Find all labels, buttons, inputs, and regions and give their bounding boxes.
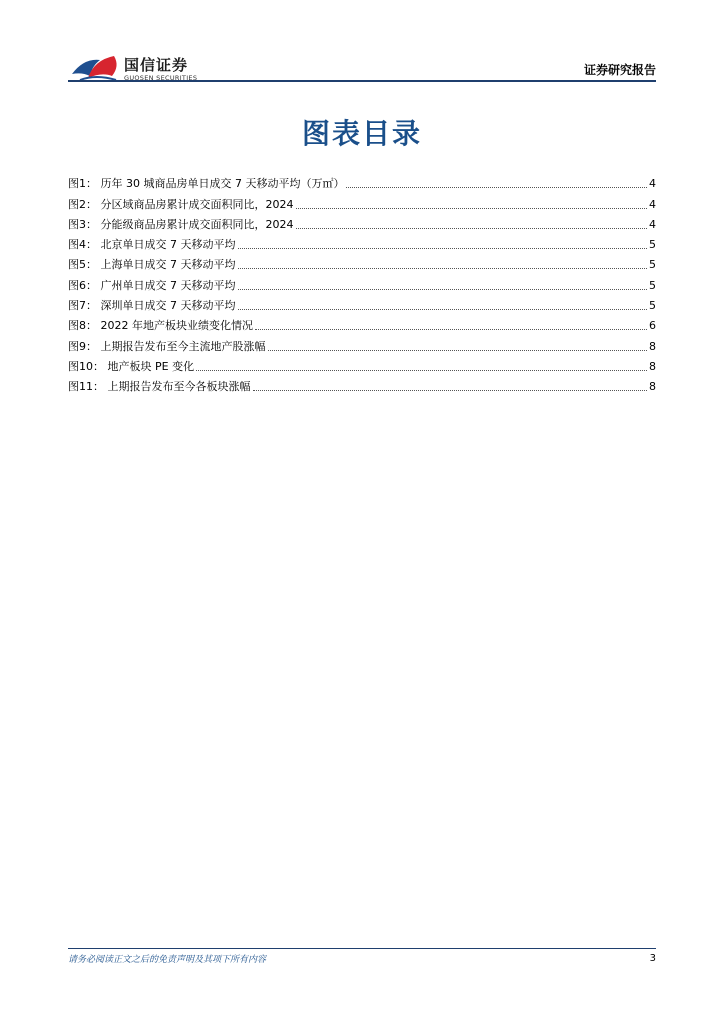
toc-entry-label: 图6： 广州单日成交 7 天移动平均 [68,278,236,292]
toc-entry-fig11[interactable] [68,374,656,394]
toc-entry-page: 5 [649,278,656,292]
toc-entry-page: 8 [649,380,656,394]
toc-entry-label: 图9： 上期报告发布至今主流地产股涨幅 [68,339,266,353]
toc-leader-dots [238,268,648,269]
toc-leader-dots [268,350,648,351]
toc-leader-dots [296,208,648,209]
toc-entry-page: 5 [649,258,656,272]
toc-entry-label: 图1： 历年 30 城商品房单日成交 7 天移动平均（万㎡） [68,177,345,191]
toc-leader-dots [296,228,648,229]
toc-leader-dots [346,187,647,188]
toc-list [68,171,656,394]
report-type-label: 证券研究报告 [583,63,656,77]
toc-entry-fig8[interactable] [68,313,656,333]
toc-entry-page: 4 [649,197,656,211]
toc-entry-page: 8 [649,359,656,373]
toc-entry-label: 图3： 分能级商品房累计成交面积同比，2024 [68,217,294,231]
toc-entry-fig7[interactable] [68,293,656,313]
toc-entry-page: 6 [649,319,656,333]
toc-entry-page: 8 [649,339,656,353]
logo-english-name: GUOSEN SECURITIES [124,74,198,82]
toc-entry-fig10[interactable] [68,354,656,374]
toc-entry-fig9[interactable] [68,333,656,353]
toc-entry-page: 4 [649,217,656,231]
toc-title: 图表目录 [301,117,422,150]
toc-entry-label: 图5： 上海单日成交 7 天移动平均 [68,258,236,272]
toc-leader-dots [196,370,647,371]
toc-entry-fig3[interactable] [68,212,656,232]
toc-leader-dots [238,309,648,310]
toc-leader-dots [238,289,648,290]
toc-entry-page: 5 [649,299,656,313]
toc-entry-page: 5 [649,238,656,252]
toc-entry-page: 4 [649,177,656,191]
page-number: 3 [649,953,656,964]
footer-disclaimer: 请务必阅读正文之后的免责声明及其项下所有内容 [68,955,267,965]
toc-entry-label: 图7： 深圳单日成交 7 天移动平均 [68,299,236,313]
toc-entry-fig5[interactable] [68,252,656,272]
toc-entry-label: 图2： 分区域商品房累计成交面积同比，2024 [68,197,294,211]
toc-leader-dots [238,248,648,249]
toc-leader-dots [253,390,648,391]
toc-entry-label: 图8： 2022 年地产板块业绩变化情况 [68,319,253,333]
toc-entry-fig1[interactable] [68,171,656,191]
toc-entry-label: 图4： 北京单日成交 7 天移动平均 [68,238,236,252]
toc-entry-fig4[interactable] [68,232,656,252]
toc-entry-fig2[interactable] [68,191,656,211]
toc-entry-label: 图11： 上期报告发布至今各板块涨幅 [68,380,251,394]
toc-leader-dots [255,329,647,330]
header-divider [68,80,656,82]
toc-entry-label: 图10： 地产板块 PE 变化 [68,359,195,373]
footer-divider [68,948,656,949]
logo-chinese-name: 国信证券 [124,56,189,74]
toc-entry-fig6[interactable] [68,272,656,292]
